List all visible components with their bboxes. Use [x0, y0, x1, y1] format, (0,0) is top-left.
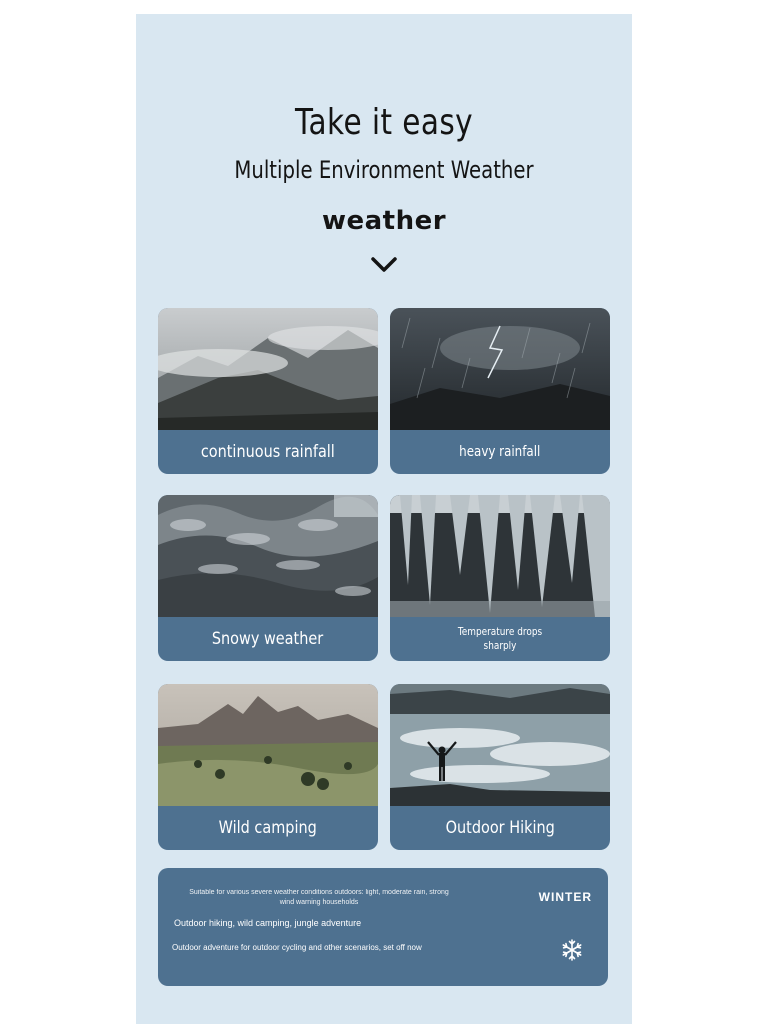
tagline: weather [321, 206, 447, 236]
info-box [158, 868, 608, 986]
storm-lightning-photo [390, 308, 610, 430]
card-label: heavy rainfall [459, 444, 541, 460]
chevron-down-icon [370, 256, 398, 274]
card-snowy-weather [158, 495, 378, 661]
card-label: Outdoor Hiking [445, 818, 555, 838]
mountain-meadow-photo [158, 684, 378, 806]
info-line-adventure: Outdoor adventure for outdoor cycling and other scenarios, set off now [172, 943, 422, 952]
card-continuous-rainfall [158, 308, 378, 474]
card-label: Temperature drops sharply [457, 626, 543, 652]
snowy-trees-photo [158, 495, 378, 617]
card-label: Snowy weather [212, 629, 324, 649]
hiker-lake-photo [390, 684, 610, 806]
misty-mountain-photo [158, 308, 378, 430]
icicles-photo [390, 495, 610, 617]
card-outdoor-hiking [390, 684, 610, 850]
snowflake-icon [560, 938, 584, 962]
card-heavy-rainfall [390, 308, 610, 474]
product-panel [136, 14, 632, 1024]
page-subtitle: Multiple Environment Weather [234, 156, 534, 184]
info-line-activities: Outdoor hiking, wild camping, jungle adventure [174, 918, 362, 928]
card-wild-camping [158, 684, 378, 850]
card-label: continuous rainfall [200, 442, 336, 462]
card-label: Wild camping [218, 818, 318, 838]
brand-name: WINTER [538, 890, 592, 904]
page-title: Take it easy [294, 102, 473, 143]
card-temperature-drops [390, 495, 610, 661]
info-line-conditions: Suitable for various severe weather conditions outdoors: light, moderate rain, strong wind warning households [189, 889, 449, 906]
